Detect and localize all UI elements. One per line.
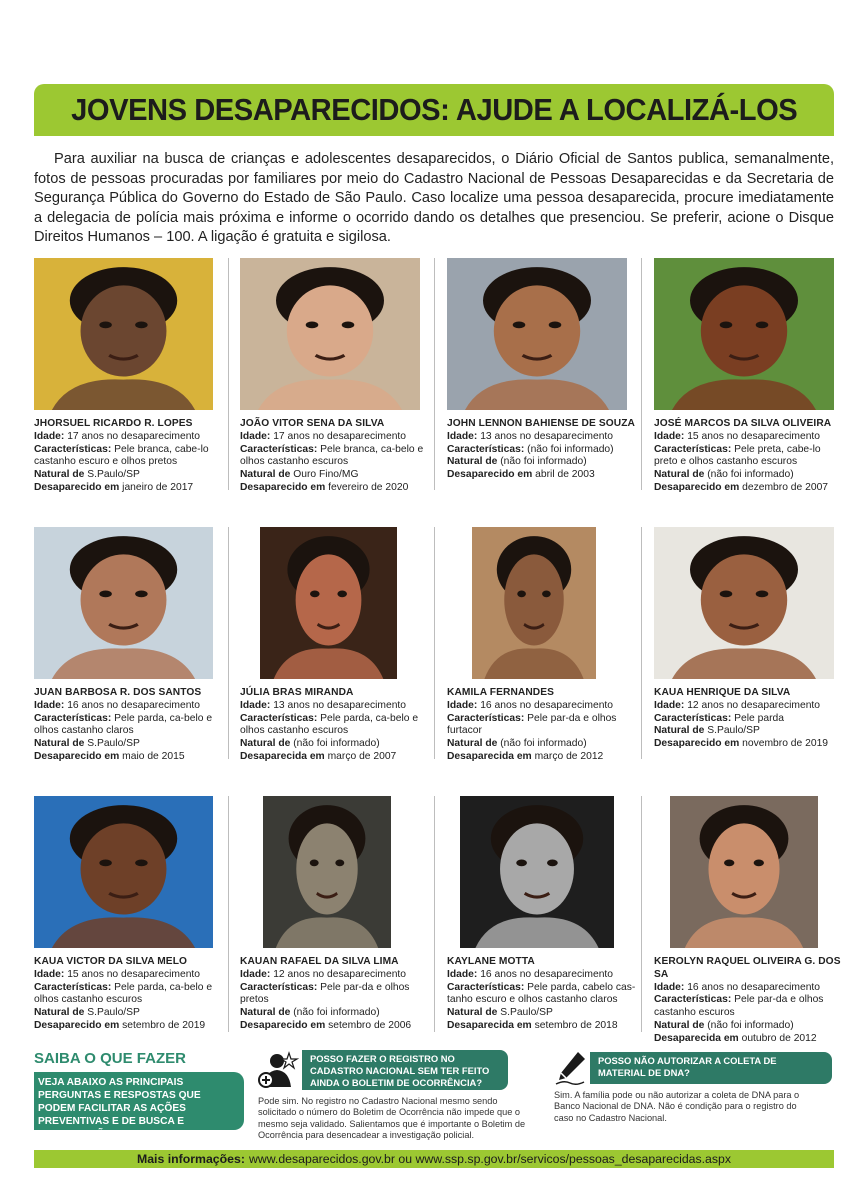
person-name: KAUA VICTOR DA SILVA MELO [34,956,188,967]
person-info [34,687,226,764]
person-photo [472,527,596,679]
person-birthplace: Natural de (não foi informado) [240,738,380,750]
person-name: JÚLIA BRAS MIRANDA [240,687,354,698]
person-age: Idade: 15 anos no desaparecimento [654,430,821,442]
column-divider [434,258,435,490]
person-info [447,687,639,764]
person-birthplace: Natural de (não foi informado) [240,1007,380,1019]
person-age: Idade: 16 anos no desaparecimento [447,968,614,980]
person-missing-date: Desaparecido em fevereiro de 2020 [240,481,409,493]
faq-question-1: POSSO FAZER O REGISTRO NO CADASTRO NACIONAL SEM TER FEITO AINDA O BOLETIM DE OCORRÊNCIA? [302,1050,508,1090]
person-age: Idade: 13 anos no desaparecimento [240,699,407,711]
person-birthplace: Natural de S.Paulo/SP [447,1007,553,1019]
person-birthplace: Natural de S.Paulo/SP [34,738,140,750]
column-divider [228,527,229,759]
person-characteristics: Características: Pele preta, cabe-lo preto e olhos castanho escuros [654,443,821,468]
person-name: KEROLYN RAQUEL OLIVEIRA G. DOS SA [654,956,841,980]
person-characteristics: Características: Pele branca, ca-belo e olhos castanho escuros [240,443,424,468]
person-characteristics: Características: Pele parda [654,712,784,724]
person-age: Idade: 16 anos no desaparecimento [34,699,201,711]
person-name: JOSÉ MARCOS DA SILVA OLIVEIRA [654,418,832,429]
person-info [447,956,639,1033]
person-missing-date: Desaparecido em abril de 2003 [447,469,595,481]
person-birthplace: Natural de S.Paulo/SP [34,469,140,481]
saiba-box: VEJA ABAIXO AS PRINCIPAIS PERGUNTAS E RESPOSTAS QUE PODEM FACILITAR AS AÇÕES PREVENTIVAS E DE BUSCA E LOCALIZAÇÃO [34,1072,244,1130]
column-divider [641,796,642,1032]
person-missing-date: Desaparecido em setembro de 2006 [240,1019,412,1031]
person-photo [447,258,627,410]
person-missing-date: Desaparecido em novembro de 2019 [654,738,829,750]
footer-bar [34,1150,834,1168]
column-divider [641,527,642,759]
person-missing-date: Desaparecida em março de 2012 [447,750,604,762]
footer-links[interactable]: www.desaparecidos.gov.br ou www.ssp.sp.gov.br/servicos/pessoas_desaparecidas.aspx [248,1152,732,1166]
column-divider [434,796,435,1032]
person-birthplace: Natural de (não foi informado) [447,738,587,750]
column-divider [434,527,435,759]
person-missing-date: Desaparecido em dezembro de 2007 [654,481,829,493]
person-photo [34,796,213,948]
person-missing-date: Desaparecida em setembro de 2018 [447,1019,618,1031]
person-birthplace: Natural de Ouro Fino/MG [240,469,359,481]
person-characteristics: Características: Pele parda, cabelo cas-tanho escuro e olhos castanho claros [447,981,636,1006]
person-name: JUAN BARBOSA R. DOS SANTOS [34,687,202,698]
person-info [447,418,639,482]
person-age: Idade: 15 anos no desaparecimento [34,968,201,980]
column-divider [228,258,229,490]
person-info [654,418,846,495]
person-characteristics: Características: Pele par-da e olhos pretos [240,981,410,1006]
person-birthplace: Natural de (não foi informado) [654,469,794,481]
person-age: Idade: 13 anos no desaparecimento [447,430,614,442]
person-name: JOHN LENNON BAHIENSE DE SOUZA [447,418,635,429]
person-info [654,956,846,1046]
person-birthplace: Natural de S.Paulo/SP [34,1007,140,1019]
faq-answer-2: Sim. A família pode ou não autorizar a coleta de DNA para o Banco Nacional de DNA. Não é condição para o registro do caso no Cadastro Nacional. [554,1090,800,1123]
person-photo [654,258,834,410]
person-characteristics: Características: Pele parda, ca-belo e olhos castanho escuros [240,712,419,737]
person-photo [670,796,818,948]
person-age: Idade: 12 anos no desaparecimento [654,699,821,711]
person-missing-date: Desaparecido em maio de 2015 [34,750,185,762]
person-characteristics: Características: Pele branca, cabe-lo castanho escuro e olhos pretos [34,443,209,468]
person-age: Idade: 12 anos no desaparecimento [240,968,407,980]
person-info [34,956,226,1033]
person-age: Idade: 17 anos no desaparecimento [240,430,407,442]
person-name: KAYLANE MOTTA [447,956,535,967]
person-add-icon [257,1051,299,1091]
person-photo [260,527,397,679]
page-title: JOVENS DESAPARECIDOS: AJUDE A LOCALIZÁ-LOS [70,92,798,127]
person-info [240,418,432,495]
person-birthplace: Natural de (não foi informado) [447,456,587,468]
person-birthplace: Natural de S.Paulo/SP [654,725,760,737]
person-name: JHORSUEL RICARDO R. LOPES [34,418,193,429]
person-name: KAMILA FERNANDES [447,687,555,698]
person-photo [263,796,391,948]
person-missing-date: Desaparecido em setembro de 2019 [34,1019,206,1031]
person-photo [460,796,614,948]
column-divider [228,796,229,1032]
person-name: KAUA HENRIQUE DA SILVA [654,687,791,698]
faq-question-2: POSSO NÃO AUTORIZAR A COLETA DE MATERIAL DE DNA? [590,1052,832,1084]
person-age: Idade: 16 anos no desaparecimento [447,699,614,711]
person-name: KAUAN RAFAEL DA SILVA LIMA [240,956,399,967]
person-age: Idade: 17 anos no desaparecimento [34,430,201,442]
person-characteristics: Características: Pele par-da e olhos castanho escuros [654,994,824,1019]
person-missing-date: Desaparecido em janeiro de 2017 [34,481,194,493]
person-missing-date: Desaparecida em outubro de 2012 [654,1032,817,1044]
person-info [240,687,432,764]
person-characteristics: Características: (não foi informado) [447,443,614,455]
person-photo [240,258,420,410]
person-age: Idade: 16 anos no desaparecimento [654,981,821,993]
title-banner [34,84,834,136]
person-info [654,687,846,751]
intro-paragraph: Para auxiliar na busca de crianças e adolescentes desaparecidos, o Diário Oficial de Santos publica, semanalmente, fotos de pessoas procuradas por familiares por meio do Cadastro Nacional de Pessoas Desaparecidas e da Secretaria de Segurança Pública do Governo do Estado de São Paulo. Caso localize uma pessoa desaparecida, procure imediatamente a delegacia de polícia mais próxima e informe o ocorrido dando os detalhes que presenciou. Se preferir, acione o Disque Direitos Humanos – 100. A ligação é gratuita e sigilosa. [34,151,834,246]
column-divider [641,258,642,490]
person-missing-date: Desaparecida em março de 2007 [240,750,397,762]
footer-label: Mais informações: [136,1152,245,1166]
person-info [240,956,432,1033]
saiba-title: SAIBA O QUE FAZER [34,1050,186,1067]
person-photo [34,527,213,679]
person-info [34,418,226,495]
person-characteristics: Características: Pele parda, ca-belo e olhos castanho escuros [34,981,213,1006]
person-photo [654,527,834,679]
person-characteristics: Características: Pele par-da e olhos furtacor [447,712,617,737]
person-name: JOÃO VITOR SENA DA SILVA [240,418,385,429]
pen-icon [554,1050,588,1086]
person-characteristics: Características: Pele parda, ca-belo e olhos castanho claros [34,712,213,737]
faq-answer-1: Pode sim. No registro no Cadastro Nacional mesmo sendo solicitado o número do Boletim de Ocorrência não impede que o mesmo seja validado. Salientamos que é importante o Boletim de Ocorrência para desencadear a investigação policial. [258,1096,526,1141]
person-birthplace: Natural de (não foi informado) [654,1019,794,1031]
person-photo [34,258,213,410]
